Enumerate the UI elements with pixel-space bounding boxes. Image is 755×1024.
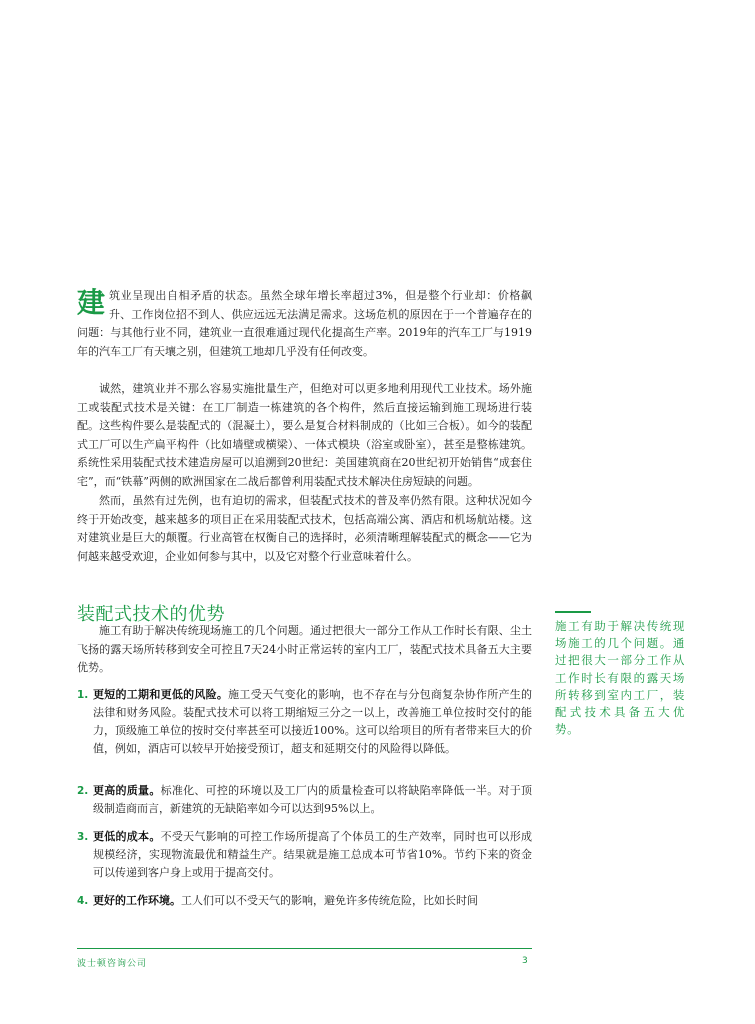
section-heading: 装配式技术的优势: [77, 604, 225, 625]
list-item-title: 更低的成本。: [93, 830, 161, 843]
list-item-text: 标准化、可控的环境以及工厂内的质量检查可以将缺陷率降低一半。对于顶级制造商而言，新建筑的无缺陷率如今可以达到95%以上。: [93, 784, 533, 815]
list-item-title: 更短的工期和更低的风险。: [93, 688, 229, 701]
body-paragraph-2: 然而，虽然有过先例，也有迫切的需求，但装配式技术的普及率仍然有限。这种状况如今终于开始改变，越来越多的项目正在采用装配式技术，包括高端公寓、酒店和机场航站楼。这对建筑业是巨大的颠覆。行业高管在权衡自己的选择时，必须清晰理解装配式的概念——它为何越来越受欢迎，企业如何参与其中，以及它对整个行业意味着什么。: [77, 494, 532, 563]
list-item-title: 更高的质量。: [93, 784, 161, 797]
list-item-text: 施工受天气变化的影响，也不存在与分包商复杂协作所产生的法律和财务风险。装配式技术可以将工期缩短三分之一以上，改善施工单位按时交付的能力，顶级施工单位的按时交付率甚至可以接近100%。这可以给项目的所有者带来巨大的价值，例如，酒店可以较早开始接受预订，超支和延期交付的风险得以降低。: [93, 688, 533, 755]
section-intro: 施工有助于解决传统现场施工的几个问题。通过把很大一部分工作从工作时长有限、尘土飞扬的露天场所转移到安全可控且7天24小时正常运转的室内工厂，装配式技术具备五大主要优势。: [77, 624, 532, 674]
advantages-list-item-1: [77, 686, 532, 758]
list-item-title: 更好的工作环境。: [93, 894, 181, 907]
intro-text: 筑业呈现出自相矛盾的状态。虽然全球年增长率超过3%，但是整个行业却：价格飙升、工作岗位招不到人、供应远远无法满足需求。这场危机的原因在于一个普遍存在的问题：与其他行业不同，建筑业一直很难通过现代化提高生产率。2019年的汽车工厂与1919年的汽车工厂有天壤之别，但建筑工地却几乎没有任何改变。: [77, 289, 532, 358]
list-number: 2.: [77, 785, 89, 797]
advantages-list-item-3: [77, 828, 532, 882]
list-number: 3.: [77, 831, 89, 843]
pull-quote: 施工有助于解决传统现场施工的几个问题。通过把很大一部分工作从工作时长有限的露天场所转移到室内工厂，装配式技术具备五大优势。: [555, 619, 685, 737]
list-item-text: 工人们可以不受天气的影响，避免许多传统危险，比如长时间: [181, 894, 478, 907]
list-number: 4.: [77, 895, 89, 907]
page-number: 3: [522, 956, 528, 966]
footer-divider: [77, 948, 532, 949]
intro-paragraph: [77, 287, 532, 361]
list-number: 1.: [77, 689, 89, 701]
footer-company: 波士顿咨询公司: [77, 959, 148, 969]
list-item-text: 不受天气影响的可控工作场所提高了个体员工的生产效率，同时也可以形成规模经济，实现物流最优和精益生产。结果就是施工总成本可节省10%。节约下来的资金可以传递到客户身上或用于提高交付。: [93, 830, 533, 879]
drop-cap: 建: [77, 286, 106, 319]
body-paragraph-1: 诚然，建筑业并不那么容易实施批量生产，但绝对可以更多地利用现代工业技术。场外施工或装配式技术是关键：在工厂制造一栋建筑的各个构件，然后直接运输到施工现场进行装配。这些构件要么是装配式的（混凝土），要么是复合材料制成的（比如三合板）。如今的装配式工厂可以生产扁平构件（比如墙壁或横梁）、一体式模块（浴室或卧室），甚至是整栋建筑。系统性采用装配式技术建造房屋可以追溯到20世纪：美国建筑商在20世纪初开始销售“成套住宅”，而“铁幕”两侧的欧洲国家在二战后都曾利用装配式技术解决住房短缺的问题。: [77, 382, 532, 488]
advantages-list-item-4: [77, 892, 532, 910]
advantages-list-item-2: [77, 782, 532, 818]
pull-quote-rule: [555, 611, 591, 613]
